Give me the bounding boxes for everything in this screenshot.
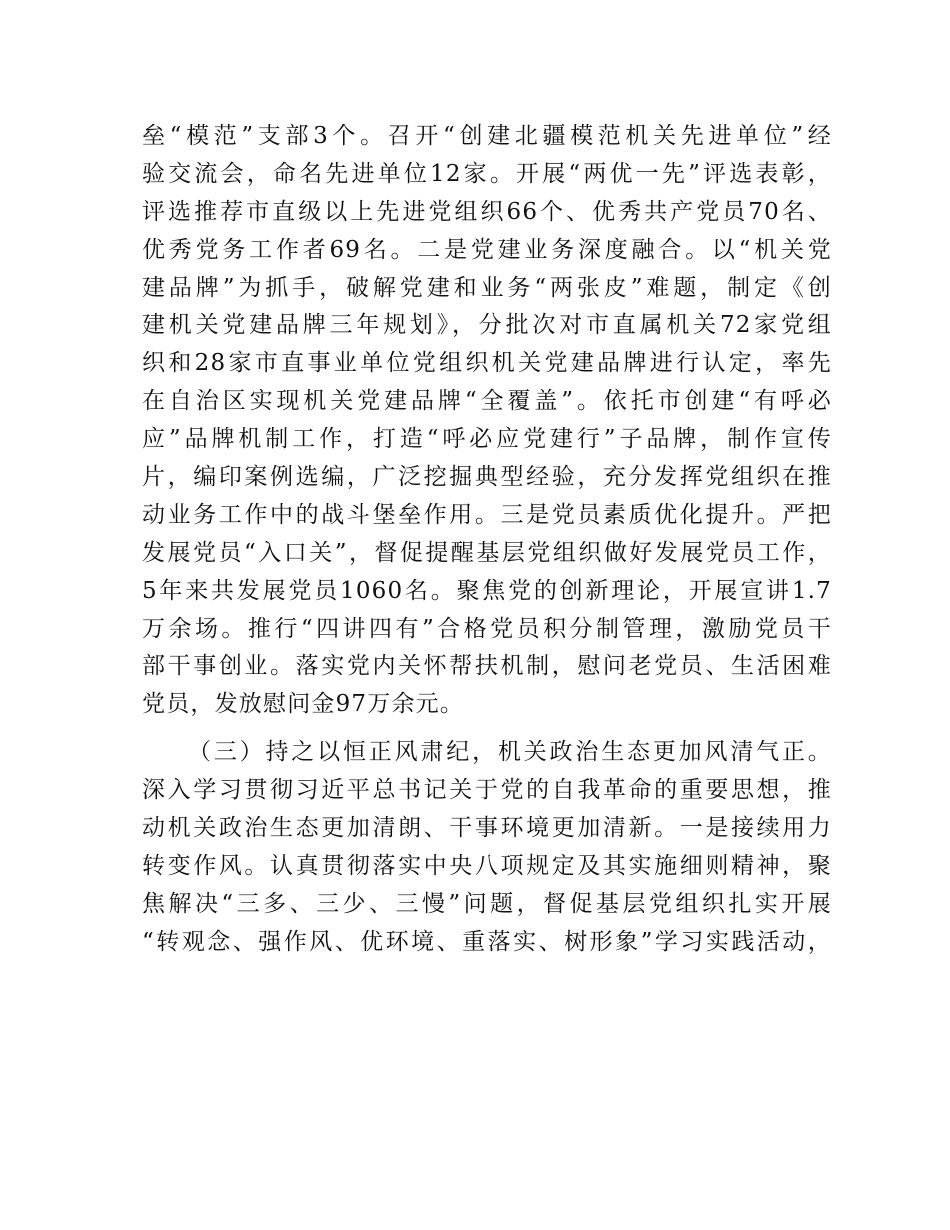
text-line: 部干事创业。落实党内关怀帮扶机制，慰问老党员、生活困难	[142, 653, 832, 680]
text-line: 建品牌”为抓手，破解党建和业务“两张皮”难题，制定《创	[142, 274, 832, 301]
text-line: 党员，发放慰问金97万余元。	[142, 691, 465, 718]
text-line: 动业务工作中的战斗堡垒作用。三是党员素质优化提升。严把	[142, 501, 832, 528]
text-line: 织和28家市直事业单位党组织机关党建品牌进行认定，率先	[142, 350, 832, 377]
text-line: 焦解决“三多、三少、三慢”问题，督促基层党组织扎实开展	[142, 890, 832, 917]
text-line: “转观念、强作风、优环境、重落实、树形象”学习实践活动，	[142, 928, 832, 955]
text-line: 片，编印案例选编，广泛挖掘典型经验，充分发挥党组织在推	[142, 464, 832, 491]
text-line: 优秀党务工作者69名。二是党建业务深度融合。以“机关党	[142, 236, 832, 263]
text-line: 深入学习贯彻习近平总书记关于党的自我革命的重要思想，推	[142, 777, 832, 804]
text-line: 验交流会，命名先进单位12家。开展“两优一先”评选表彰，	[142, 160, 832, 187]
text-line: 垒“模范”支部3个。召开“创建北疆模范机关先进单位”经	[142, 123, 832, 149]
text-line: 在自治区实现机关党建品牌“全覆盖”。依托市创建“有呼必	[142, 388, 832, 415]
paragraph-1	[142, 118, 832, 724]
text-line: 转变作风。认真贯彻落实中央八项规定及其实施细则精神，聚	[142, 852, 832, 879]
text-line: 动机关政治生态更加清朗、干事环境更加清新。一是接续用力	[142, 815, 832, 842]
text-line: 建机关党建品牌三年规划》，分批次对市直属机关72家党组	[142, 312, 832, 339]
text-line: 评选推荐市直级以上先进党组织66个、优秀共产党员70名、	[142, 198, 832, 225]
text-line: 万余场。推行“四讲四有”合格党员积分制管理，激励党员干	[142, 615, 832, 642]
section-heading-line: （三）持之以恒正风肃纪，机关政治生态更加风清气正。	[188, 739, 832, 766]
paragraph-gap	[142, 724, 832, 734]
text-line: 发展党员“入口关”，督促提醒基层党组织做好发展党员工作，	[142, 539, 832, 566]
text-line: 5年来共发展党员1060名。聚焦党的创新理论，开展宣讲1.7	[142, 577, 832, 604]
document-page	[142, 118, 832, 962]
text-line: 应”品牌机制工作，打造“呼必应党建行”子品牌，制作宣传	[142, 426, 832, 453]
paragraph-2	[142, 734, 832, 961]
